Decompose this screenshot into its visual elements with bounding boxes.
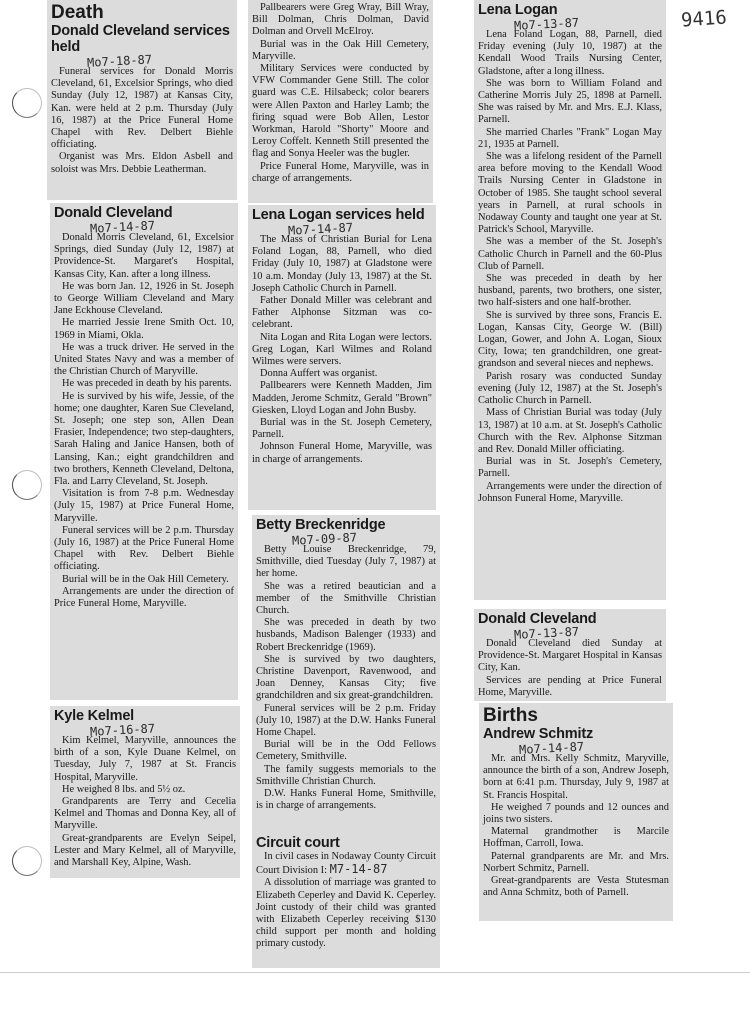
handwritten-date: Mo7-16-87 [89, 721, 156, 739]
paragraph: She was a retired beautician and a member of the Smithville Christian Church. [256, 580, 436, 617]
handwritten-date: Mo7-14-87 [518, 739, 585, 757]
paragraph: A dissolution of marriage was granted to Elizabeth Ceperley and David K. Ceperley. Joint custody of their child was granted with Elizabeth Ceperley receiving $130 child support per month and holding primary custody. [256, 877, 436, 950]
clipping-cleveland-obituary [50, 203, 238, 700]
paragraph: Donna Auffert was organist. [260, 368, 378, 380]
clipping-lena-logan-obituary [474, 0, 666, 600]
clipping-title: Kyle Kelmel [54, 708, 135, 724]
paragraph [256, 851, 436, 877]
paragraph: Services are pending at Price Funeral Home, Maryville. [478, 674, 662, 698]
paragraph: He weighed 8 lbs. and 5½ oz. [62, 783, 186, 795]
page-number: 9416 [680, 6, 728, 32]
handwritten-date: Mo7-14-87 [89, 218, 156, 236]
paragraph: Maternal grandmother is Marcile Hoffman, Carroll, Iowa. [483, 826, 669, 850]
paragraph: Mass of Christian Burial was today (July 13, 1987) at 10 a.m. at St. Joseph's Catholic Church with the Rev. Alphonse Sitzman and Rev. Donald Miller officiating. [478, 407, 662, 455]
clipping-title: Lena Logan services held [252, 207, 425, 223]
handwritten-date: M7-14-87 [329, 862, 388, 877]
paragraph: He was preceded in death by his parents. [62, 378, 232, 390]
clipping-cleveland-services-continued [248, 0, 433, 203]
handwritten-date: Mo7-18-87 [86, 52, 153, 70]
paragraph: D.W. Hanks Funeral Home, Smithville, is in charge of arrangements. [256, 788, 436, 812]
paragraph: Grandparents are Terry and Cecelia Kelmel and Thomas and Donna Key, all of Maryville. [54, 796, 236, 832]
paragraph: Visitation is from 7-8 p.m. Wednesday (July 15, 1987) at Price Funeral Home, Maryville. [54, 488, 234, 524]
paragraph: Kim Kelmel, Maryville, announces the birth of a son, Kyle Duane Kelmel, on Tuesday, July 7, 1987 at St. Francis Hospital, Maryville. [54, 735, 236, 783]
binder-hole [12, 470, 42, 500]
paragraph: Pallbearers were Kenneth Madden, Jim Madden, Jerome Schmitz, Gerald "Brown" Giesken, Lloyd Logan and John Busby. [252, 380, 432, 416]
paragraph: He was born Jan. 12, 1926 in St. Joseph to George William Cleveland and Mary Jane Eckhouse Cleveland. [54, 280, 234, 317]
clipping-title: Donald Cleveland services held [51, 23, 230, 55]
paragraph: Burial was in the Oak Hill Cemetery, Maryville. [252, 38, 429, 62]
paragraph: Burial was in St. Joseph's Cemetery, Parnell. [478, 456, 662, 480]
clipping-title: Donald Cleveland [54, 205, 173, 221]
paragraph: Arrangements are under the direction of Price Funeral Home, Maryville. [54, 585, 234, 610]
paragraph: Military Services were conducted by VFW Commander Gene Still. The color guard was C.E. Hilsabeck; color bearers were Allen Paxton and Harley Lamb; the firing squad were Bob Allen, Lestor Workman, Harold "Shorty" Moore and Leroy Coffelt. Kenneth Still presented the flag and Sonya Heeler was the bugler. [252, 63, 429, 160]
paragraph: Mr. and Mrs. Kelly Schmitz, Maryville, announce the birth of a son, Andrew Joseph, born at 6:41 p.m. Thursday, July 9, 1987 at St. Francis Hospital. [483, 753, 669, 801]
paragraph: She was preceded in death by her husband, parents, two brothers, one sister, two half-sisters and one half-brother. [478, 273, 662, 309]
clipping-betty-breckenridge [252, 515, 440, 837]
paragraph: Johnson Funeral Home, Maryville, was in charge of arrangements. [252, 441, 432, 465]
paragraph: Donald Cleveland died Sunday at Providence-St. Margaret Hospital in Kansas City, Kan. [478, 638, 662, 674]
section-heading-births: Births [483, 705, 538, 726]
paragraph: She married Charles "Frank" Logan May 21, 1935 at Parnell. [478, 126, 662, 150]
handwritten-date: Mo7-13-87 [513, 15, 580, 33]
paragraph: Paternal grandparents are Mr. and Mrs. Norbert Schmitz, Parnell. [483, 850, 669, 874]
paragraph: She is survived by two daughters, Christine Davenport, Ravenwood, and Joan Denney, Kansas City; five grandchildren and six great-grandchildren. [256, 653, 436, 702]
clipping-andrew-schmitz [479, 703, 673, 921]
clipping-lena-logan-services [248, 205, 436, 510]
binder-hole [12, 88, 42, 118]
clipping-title: Andrew Schmitz [483, 726, 593, 742]
paragraph: Nita Logan and Rita Logan were lectors. Greg Logan, Karl Wilmes and Roland Wilmes were servers. [252, 331, 432, 368]
paragraph: She was a lifelong resident of the Parnell area before moving to the Kendall Wood Trails Nursing Center in Gladstone in October of 1985. She taught school several years in Parnell, at rural schools in Nodaway County and taught one year at St. Patrick's School, Maryville. [478, 151, 662, 236]
clipping-circuit-court [252, 833, 440, 968]
paragraph: He was a truck driver. He served in the United States Navy and was a member of the Christian Church of Maryville. [54, 341, 234, 378]
paragraph: Arrangements were under the direction of Johnson Funeral Home, Maryville. [478, 480, 662, 504]
clipping-kyle-kelmel [50, 706, 240, 878]
paragraph: Funeral services will be 2 p.m. Thursday (July 16, 1987) at the Price Funeral Home Chapel with Rev. Delbert Biehle officiating. [54, 524, 234, 573]
paragraph: Parish rosary was conducted Sunday evening (July 12, 1987) at the St. Joseph's Catholic Church in Parnell. [478, 370, 662, 407]
paragraph: Organist was Mrs. Eldon Asbell and soloist was Mrs. Debbie Leatherman. [51, 151, 233, 175]
handwritten-date: Mo7-09-87 [291, 530, 358, 548]
clipping-title: Donald Cleveland [478, 611, 597, 627]
paragraph-text: In civil cases in Nodaway County Circuit Court Division I: [256, 851, 436, 877]
paragraph: She was preceded in death by two husbands, Madison Balenger (1933) and Robert Breckenridge (1969). [256, 617, 436, 653]
paragraph: He married Jessie Irene Smith Oct. 10, 1969 in Miami, Okla. [54, 317, 234, 341]
paragraph: Burial was in the St. Joseph Cemetery, Parnell. [252, 417, 432, 441]
paragraph: Price Funeral Home, Maryville, was in charge of arrangements. [252, 160, 429, 184]
paragraph: Father Donald Miller was celebrant and Father Alphonse Sitzman was co-celebrant. [252, 295, 432, 331]
paragraph: Funeral services for Donald Morris Cleveland, 61, Excelsior Springs, who died Sunday (July 12, 1987) at Kansas City, Kan. were held at 2 p.m. Thursday (July 16, 1987) at the Price Funeral Home Chapel with Rev. Delbert Biehle officiating. [51, 66, 233, 151]
paragraph: She was a member of the St. Joseph's Catholic Church in Parnell and the 60-Plus Club of Parnell. [478, 236, 662, 272]
clipping-cleveland-services [47, 0, 237, 200]
paragraph: The family suggests memorials to the Smithville Christian Church. [256, 763, 436, 787]
paragraph: Burial will be in the Odd Fellows Cemetery, Smithville. [256, 739, 436, 763]
clipping-title: Betty Breckenridge [256, 517, 386, 533]
paragraph: Great-grandparents are Vesta Stutesman and Anna Schmitz, both of Parnell. [483, 875, 669, 899]
paragraph: Burial will be in the Oak Hill Cemetery. [62, 573, 229, 585]
handwritten-date: Mo7-13-87 [513, 624, 580, 642]
paragraph: Pallbearers were Greg Wray, Bill Wray, Bill Dolman, Chris Dolman, David Dolman and Orvell McElroy. [252, 2, 429, 38]
paragraph: She is survived by three sons, Francis E. Logan, Kansas City, George W. (Bill) Logan, Gower, and John A. Logan, Sioux City, Iowa; ten grandchildren, one great-grandson and several nieces and nephews. [478, 309, 662, 370]
paragraph: The Mass of Christian Burial for Lena Foland Logan, 88, Parnell, who died Friday (July 10, 1987) at Gladstone were 10 a.m. Monday (July 13, 1987) at the St. Joseph Catholic Church in Parnell. [252, 234, 432, 294]
clipping-title: Lena Logan [478, 2, 558, 18]
page-bottom-edge [0, 972, 750, 973]
paragraph: He weighed 7 pounds and 12 ounces and joins two sisters. [483, 801, 669, 826]
paragraph: Lena Foland Logan, 88, Parnell, died Friday evening (July 10, 1987) at the Kendall Wood Trails Nursing Center, Gladstone, after a long illness. [478, 29, 662, 77]
paragraph: Betty Louise Breckenridge, 79, Smithville, died Tuesday (July 7, 1987) at her home. [256, 544, 436, 580]
clipping-title: Circuit court [256, 835, 340, 851]
section-heading-death: Death [51, 2, 104, 23]
clipping-cleveland-notice [474, 609, 666, 701]
paragraph: Funeral services will be 2 p.m. Friday (July 10, 1987) at the D.W. Hanks Funeral Home Chapel. [256, 702, 436, 739]
paragraph: Donald Morris Cleveland, 61, Excelsior Springs, died Sunday (July 12, 1987) at Providence-St. Margaret's Hospital, Kansas City, Kan. after a long illness. [54, 232, 234, 280]
paragraph: He is survived by his wife, Jessie, of the home; one daughter, Karen Sue Cleveland, St. Joseph; one step son, Allen Dean Frasier, Independence; two step-daughters, Sarah Haling and Janice Hansen, both of Lansing, Kan.; eight grandchildren and two brothers, Kenneth Cleveland, Deltona, Fla. and Larry Cleveland, St. Joseph. [54, 390, 234, 488]
paragraph: Great-grandparents are Evelyn Seipel, Lester and Mary Kelmel, all of Maryville, and Marshall Key, Alpine, Wash. [54, 832, 236, 869]
binder-hole [12, 846, 42, 876]
paragraph: She was born to William Foland and Catherine Morris July 25, 1898 at Parnell. She was raised by Mr. and Mrs. E.J. Klass, Parnell. [478, 77, 662, 126]
handwritten-date: Mo7-14-87 [287, 220, 354, 238]
